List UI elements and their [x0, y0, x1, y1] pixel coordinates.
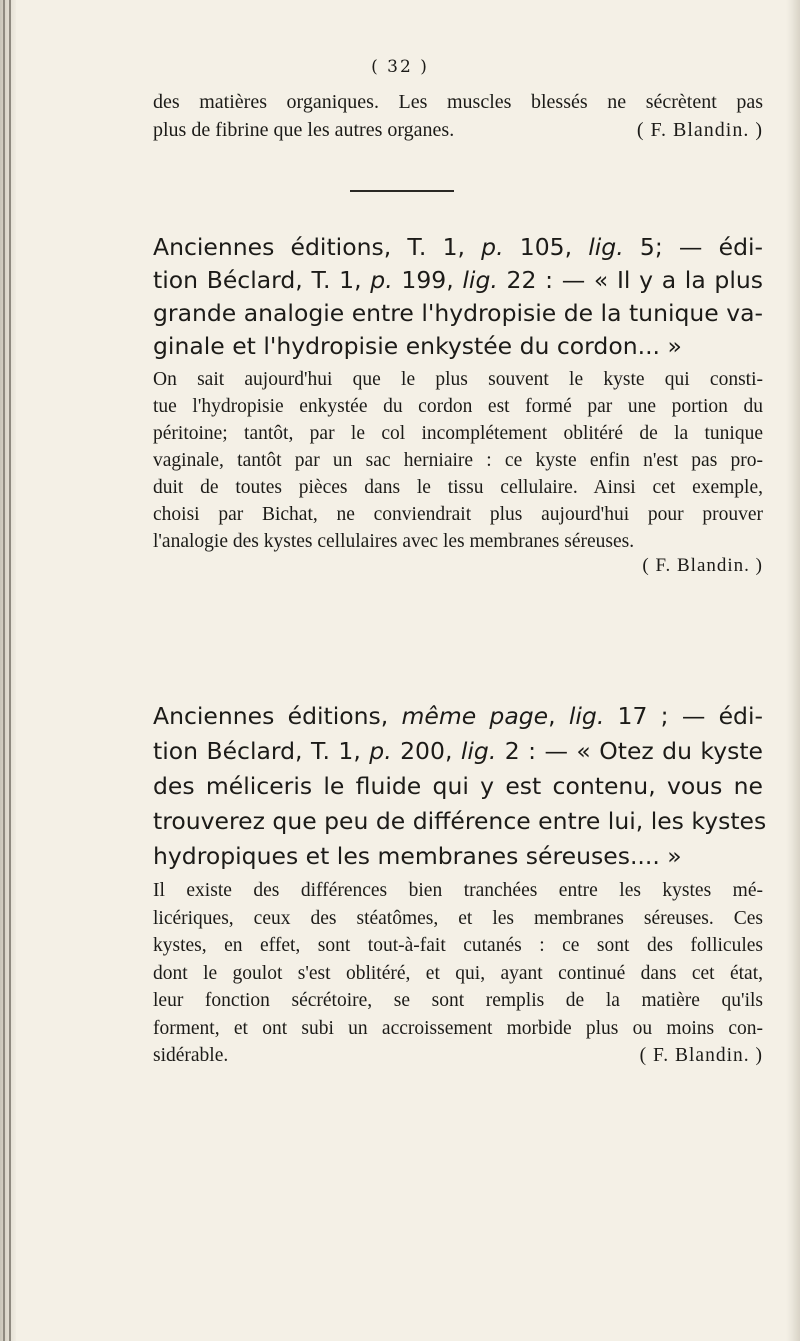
edition-quote-2 [153, 699, 767, 874]
text-line: On sait aujourd'hui que le plus souvent le kyste qui consti- [153, 369, 763, 390]
text-line: Il existe des différences bien tranchées entre les kystes mé- [153, 880, 763, 901]
signature: ( F. Blandin. ) [639, 1045, 763, 1066]
text-line: leur fonction sécrétoire, se sont remplis de la matière qu'ils [153, 990, 763, 1011]
text-line: duit de toutes pièces dans le tissu cellulaire. Ainsi cet exemple, [153, 477, 763, 498]
text-line: kystes, en effet, sont tout-à-fait cutanés : ce sont des follicules [153, 935, 763, 956]
binding-gutter [0, 0, 16, 1341]
page-edge [786, 0, 800, 1341]
text-line-content: plus de fibrine que les autres organes. [153, 119, 455, 141]
text-line: des matières organiques. Les muscles blessés ne sécrètent pas [153, 91, 763, 113]
gutter-line [9, 0, 11, 1341]
commentary-1 [153, 366, 763, 577]
text-line: péritoine; tantôt, par le col incomplétement oblitéré de la tunique [153, 423, 763, 444]
text-line: ginale et l'hydropisie enkystée du cordon... » [153, 332, 682, 360]
edition-quote-1 [153, 231, 763, 363]
text-line: grande analogie entre l'hydropisie de la tunique va- [153, 299, 764, 327]
text-line: tion Béclard, T. 1, p. 200, lig. 2 : — « Otez du kyste [153, 737, 764, 765]
commentary-2 [153, 877, 763, 1070]
note-continued [153, 88, 763, 144]
text-line: tion Béclard, T. 1, p. 199, lig. 22 : — « Il y a la plus [153, 266, 764, 294]
text-line: tue l'hydropisie enkystée du cordon est formé par une portion du [153, 396, 763, 417]
text-line-content: sidérable. [153, 1045, 229, 1066]
gutter-line [3, 0, 5, 1341]
text-line: dont le goulot s'est oblitéré, et qui, ayant continué dans cet état, [153, 962, 763, 984]
text-line: Anciennes éditions, même page, lig. 17 ; — édi- [153, 702, 763, 730]
text-line: des méliceris le fluide qui y est contenu, vous ne [153, 772, 763, 800]
text-line [153, 1042, 763, 1070]
text-line: hydropiques et les membranes séreuses.... » [153, 842, 682, 870]
text-line [153, 116, 763, 144]
section-divider [350, 190, 454, 192]
text-line: choisi par Bichat, ne conviendrait plus aujourd'hui pour prouver [153, 504, 763, 525]
text-line: vaginale, tantôt par un sac herniaire : ce kyste enfin n'est pas pro- [153, 450, 763, 471]
text-line: trouverez que peu de différence entre lui, les kystes [153, 807, 767, 835]
text-line: Anciennes éditions, T. 1, p. 105, lig. 5; — édi- [153, 233, 763, 261]
page-number: ( 32 ) [371, 57, 429, 77]
signature: ( F. Blandin. ) [642, 555, 763, 576]
signature: ( F. Blandin. ) [636, 119, 763, 141]
text-line: forment, et ont subi un accroissement morbide plus ou moins con- [153, 1017, 763, 1039]
text-line: l'analogie des kystes cellulaires avec les membranes séreuses. [153, 531, 635, 552]
text-line: licériques, ceux des stéatômes, et les membranes séreuses. Ces [153, 907, 763, 929]
